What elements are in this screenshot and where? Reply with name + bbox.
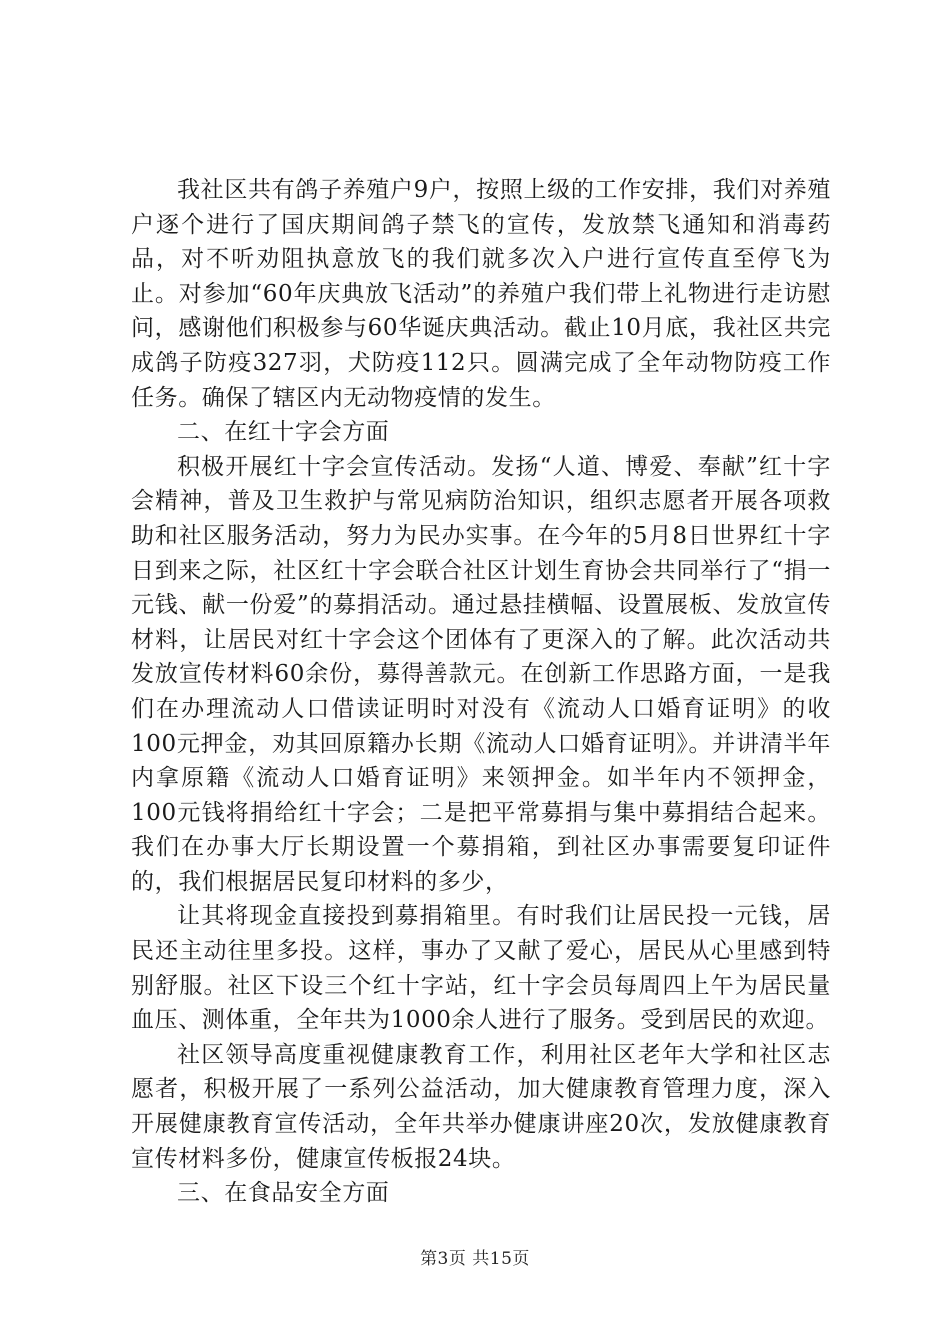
document-body — [131, 173, 831, 1211]
paragraph-health-education: 社区领导高度重视健康教育工作，利用社区老年大学和社区志愿者，积极开展了一系列公益活动，加大健康教育管理力度，深入开展健康教育宣传活动，全年共举办健康讲座20次，发放健康教育宣传材料多份，健康宣传板报24块。 — [131, 1041, 831, 1172]
paragraph-donation-box: 让其将现金直接投到募捐箱里。有时我们让居民投一元钱，居民还主动往里多投。这样，事办了又献了爱心，居民从心里感到特别舒服。社区下设三个红十字站，红十字会员每周四上午为居民量血压、测体重，全年共为1000余人进行了服务。受到居民的欢迎。 — [131, 903, 831, 1034]
paragraph-red-cross-activities: 积极开展红十字会宣传活动。发扬“人道、博爱、奉献”红十字会精神，普及卫生救护与常见病防治知识，组织志愿者开展各项救助和社区服务活动，努力为民办实事。在今年的5月8日世界红十字日到来之际，社区红十字会联合社区计划生育协会共同举行了“捐一元钱、献一份爱”的募捐活动。通过悬挂横幅、设置展板、发放宣传材料，让居民对红十字会这个团体有了更深入的了解。此次活动共发放宣传材料60余份，募得善款元。在创新工作思路方面，一是我们在办理流动人口借读证明时对没有《流动人口婚育证明》的收100元押金，劝其回原籍办长期《流动人口婚育证明》。并讲清半年内拿原籍《流动人口婚育证明》来领押金。如半年内不领押金，100元钱将捐给红十字会；二是把平常募捐与集中募捐结合起来。我们在办事大厅长期设置一个募捐箱，到社区办事需要复印证件的，我们根据居民复印材料的多少， — [131, 453, 831, 895]
paragraph-pigeon-epidemic: 我社区共有鸽子养殖户9户，按照上级的工作安排，我们对养殖户逐个进行了国庆期间鸽子禁飞的宣传，发放禁飞通知和消毒药品，对不听劝阻执意放飞的我们就多次入户进行宣传直至停飞为止。对参加“60年庆典放飞活动”的养殖户我们带上礼物进行走访慰问，感谢他们积极参与60华诞庆典活动。截止10月底，我社区共完成鸽子防疫327羽，犬防疫112只。圆满完成了全年动物防疫工作任务。确保了辖区内无动物疫情的发生。 — [131, 177, 831, 411]
section-heading-red-cross: 二、在红十字会方面 — [177, 419, 390, 446]
page-number-footer: 第3页 共15页 — [420, 1249, 530, 1269]
section-heading-food-safety: 三、在食品安全方面 — [177, 1180, 390, 1207]
